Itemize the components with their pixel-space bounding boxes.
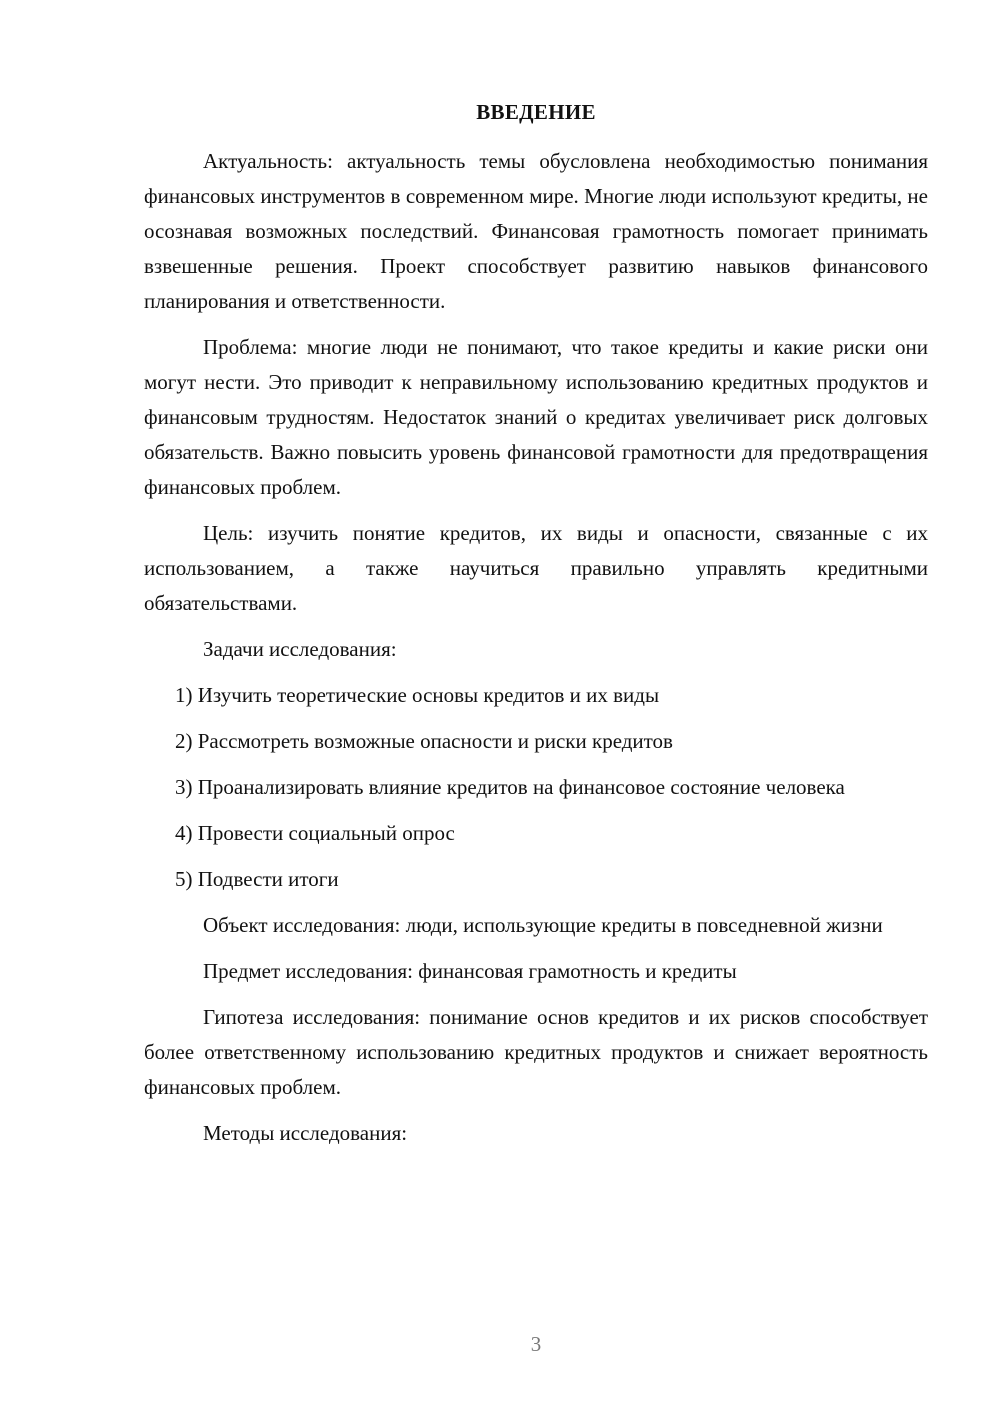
paragraph-goal: Цель: изучить понятие кредитов, их виды и опасности, связанные с их использованием, а также научиться правильно управлять кредитными обязательствами.	[144, 521, 928, 615]
paragraph-relevance: Актуальность: актуальность темы обусловлена необходимостью понимания финансовых инструментов в современном мире. Многие люди используют кредиты, не осознавая возможных последствий. Финансовая грамотность помогает принимать взвешенные решения. Проект способствует развитию навыков финансового планирования и ответственности.	[144, 149, 928, 313]
page-title: ВВЕДЕНИЕ	[476, 100, 596, 124]
paragraph-subject: Предмет исследования: финансовая грамотность и кредиты	[203, 959, 737, 983]
paragraph-object: Объект исследования: люди, использующие кредиты в повседневной жизни	[203, 913, 883, 937]
page-number: 3	[530, 1332, 542, 1356]
task-item-5: 5) Подвести итоги	[175, 867, 339, 891]
task-item-4: 4) Провести социальный опрос	[175, 821, 455, 845]
document-page	[144, 95, 928, 1162]
methods-heading: Методы исследования:	[203, 1121, 408, 1145]
task-item-2: 2) Рассмотреть возможные опасности и риски кредитов	[175, 729, 673, 753]
paragraph-hypothesis: Гипотеза исследования: понимание основ кредитов и их рисков способствует более ответственному использованию кредитных продуктов и снижает вероятность финансовых проблем.	[144, 1005, 928, 1099]
task-item-1: 1) Изучить теоретические основы кредитов и их виды	[175, 683, 660, 707]
tasks-heading: Задачи исследования:	[203, 637, 397, 661]
task-item-3: 3) Проанализировать влияние кредитов на финансовое состояние человека	[175, 775, 845, 799]
paragraph-problem: Проблема: многие люди не понимают, что такое кредиты и какие риски они могут нести. Это приводит к неправильному использованию кредитных продуктов и финансовым трудностям. Недостаток знаний о кредитах увеличивает риск долговых обязательств. Важно повысить уровень финансовой грамотности для предотвращения финансовых проблем.	[144, 335, 928, 499]
